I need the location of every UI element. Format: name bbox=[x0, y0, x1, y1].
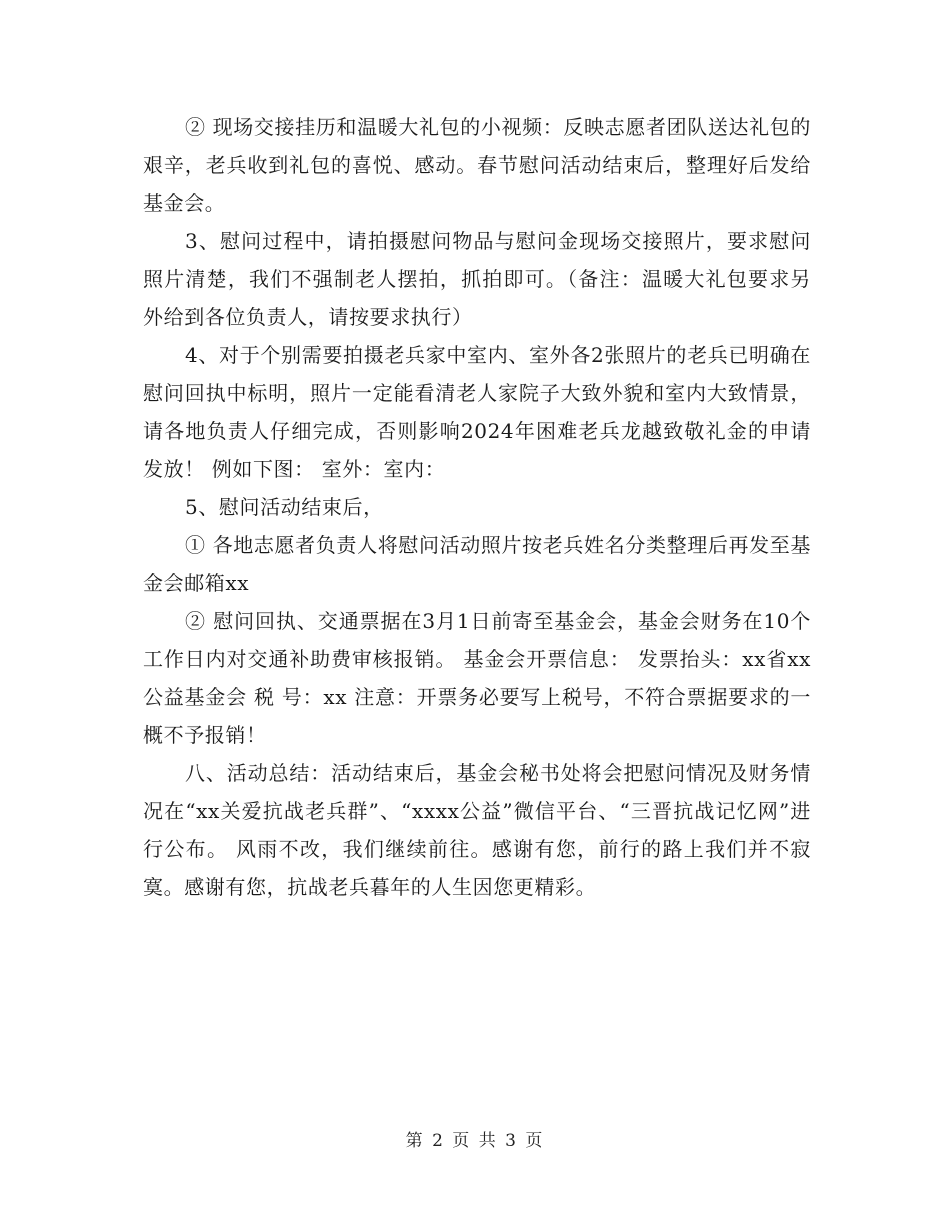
paragraph-send-photos: ① 各地志愿者负责人将慰问活动照片按老兵姓名分类整理后再发至基金会邮箱xx bbox=[143, 533, 811, 595]
paragraph-indoor-outdoor-photos: 4、对于个别需要拍摄老兵家中室内、室外各2张照片的老兵已明确在慰问回执中标明，照片一定能看清老人家院子大致外貌和室内大致情景，请各地负责人仔细完成，否则影响2024年困难老兵龙越致敬礼金的申请发放！ 例如下图： 室外：室内： bbox=[143, 343, 811, 481]
paragraph-photo-handover: 3、慰问过程中，请拍摄慰问物品与慰问金现场交接照片，要求慰问照片清楚，我们不强制老人摆拍，抓拍即可。（备注：温暖大礼包要求另外给到各位负责人，请按要求执行） bbox=[143, 229, 811, 329]
paragraph-receipts-invoice: ② 慰问回执、交通票据在3月1日前寄至基金会，基金会财务在10个工作日内对交通补助费审核报销。 基金会开票信息： 发票抬头：xx省xx公益基金会 税 号：xx 注意：开票务必要写上税号，不符合票据要求的一概不予报销！ bbox=[143, 609, 811, 747]
document-body bbox=[143, 108, 811, 906]
paragraph-after-activity: 5、慰问活动结束后， bbox=[185, 495, 384, 519]
paragraph-video-requirement: ② 现场交接挂历和温暖大礼包的小视频：反映志愿者团队送达礼包的艰辛，老兵收到礼包的喜悦、感动。春节慰问活动结束后，整理好后发给基金会。 bbox=[143, 115, 811, 215]
page-number-footer: 第 2 页 共 3 页 bbox=[405, 1131, 545, 1151]
paragraph-activity-summary: 八、活动总结：活动结束后，基金会秘书处将会把慰问情况及财务情况在“xx关爱抗战老兵群”、“xxxx公益”微信平台、“三晋抗战记忆网”进行公布。 风雨不改，我们继续前往。感谢有您，前行的路上我们并不寂寞。感谢有您，抗战老兵暮年的人生因您更精彩。 bbox=[143, 761, 811, 899]
